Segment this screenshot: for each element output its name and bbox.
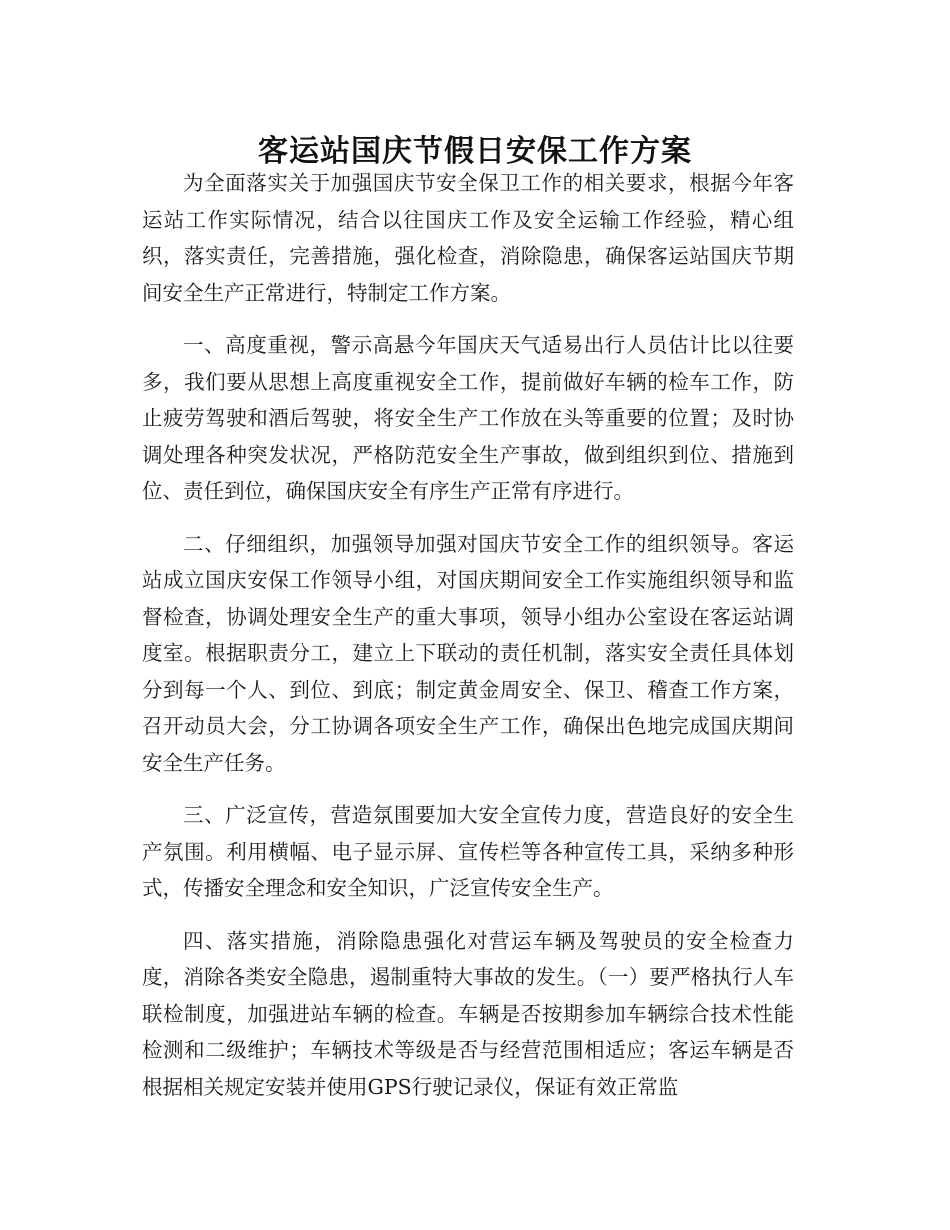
paragraph-section-4: 四、落实措施，消除隐患强化对营运车辆及驾驶员的安全检查力度，消除各类安全隐患，遏制重特大事故的发生。（一）要严格执行人车联检制度，加强进站车辆的检查。车辆是否按期参加车辆综合技术性能检测和二级维护；车辆技术等级是否与经营范围相适应；客运车辆是否根据相关规定安装并使用GPS行驶记录仪，保证有效正常监 [142,928,794,1099]
paragraph-section-3: 三、广泛宣传，营造氛围要加大安全宣传力度，营造良好的安全生产氛围。利用横幅、电子显示屏、宣传栏等各种宣传工具，采纳多种形式，传播安全理念和安全知识，广泛宣传安全生产。 [142,803,794,900]
document-title: 客运站国庆节假日安保工作方案 [258,134,692,170]
document-body [142,165,794,1121]
paragraph-intro: 为全面落实关于加强国庆节安全保卫工作的相关要求，根据今年客运站工作实际情况，结合以往国庆工作及安全运输工作经验，精心组织，落实责任，完善措施，强化检查，消除隐患，确保客运站国庆节期间安全生产正常进行，特制定工作方案。 [142,171,794,305]
paragraph-section-2: 二、仔细组织，加强领导加强对国庆节安全工作的组织领导。客运站成立国庆安保工作领导小组，对国庆期间安全工作实施组织领导和监督检查，协调处理安全生产的重大事项，领导小组办公室设在客运站调度室。根据职责分工，建立上下联动的责任机制，落实安全责任具体划分到每一个人、到位、到底；制定黄金周安全、保卫、稽查工作方案，召开动员大会，分工协调各项安全生产工作，确保出色地完成国庆期间安全生产任务。 [142,531,794,775]
paragraph-section-1: 一、高度重视，警示高悬今年国庆天气适易出行人员估计比以往要多，我们要从思想上高度重视安全工作，提前做好车辆的检车工作，防止疲劳驾驶和酒后驾驶，将安全生产工作放在头等重要的位置；及时协调处理各种突发状况，严格防范安全生产事故，做到组织到位、措施到位、责任到位，确保国庆安全有序生产正常有序进行。 [142,333,794,503]
